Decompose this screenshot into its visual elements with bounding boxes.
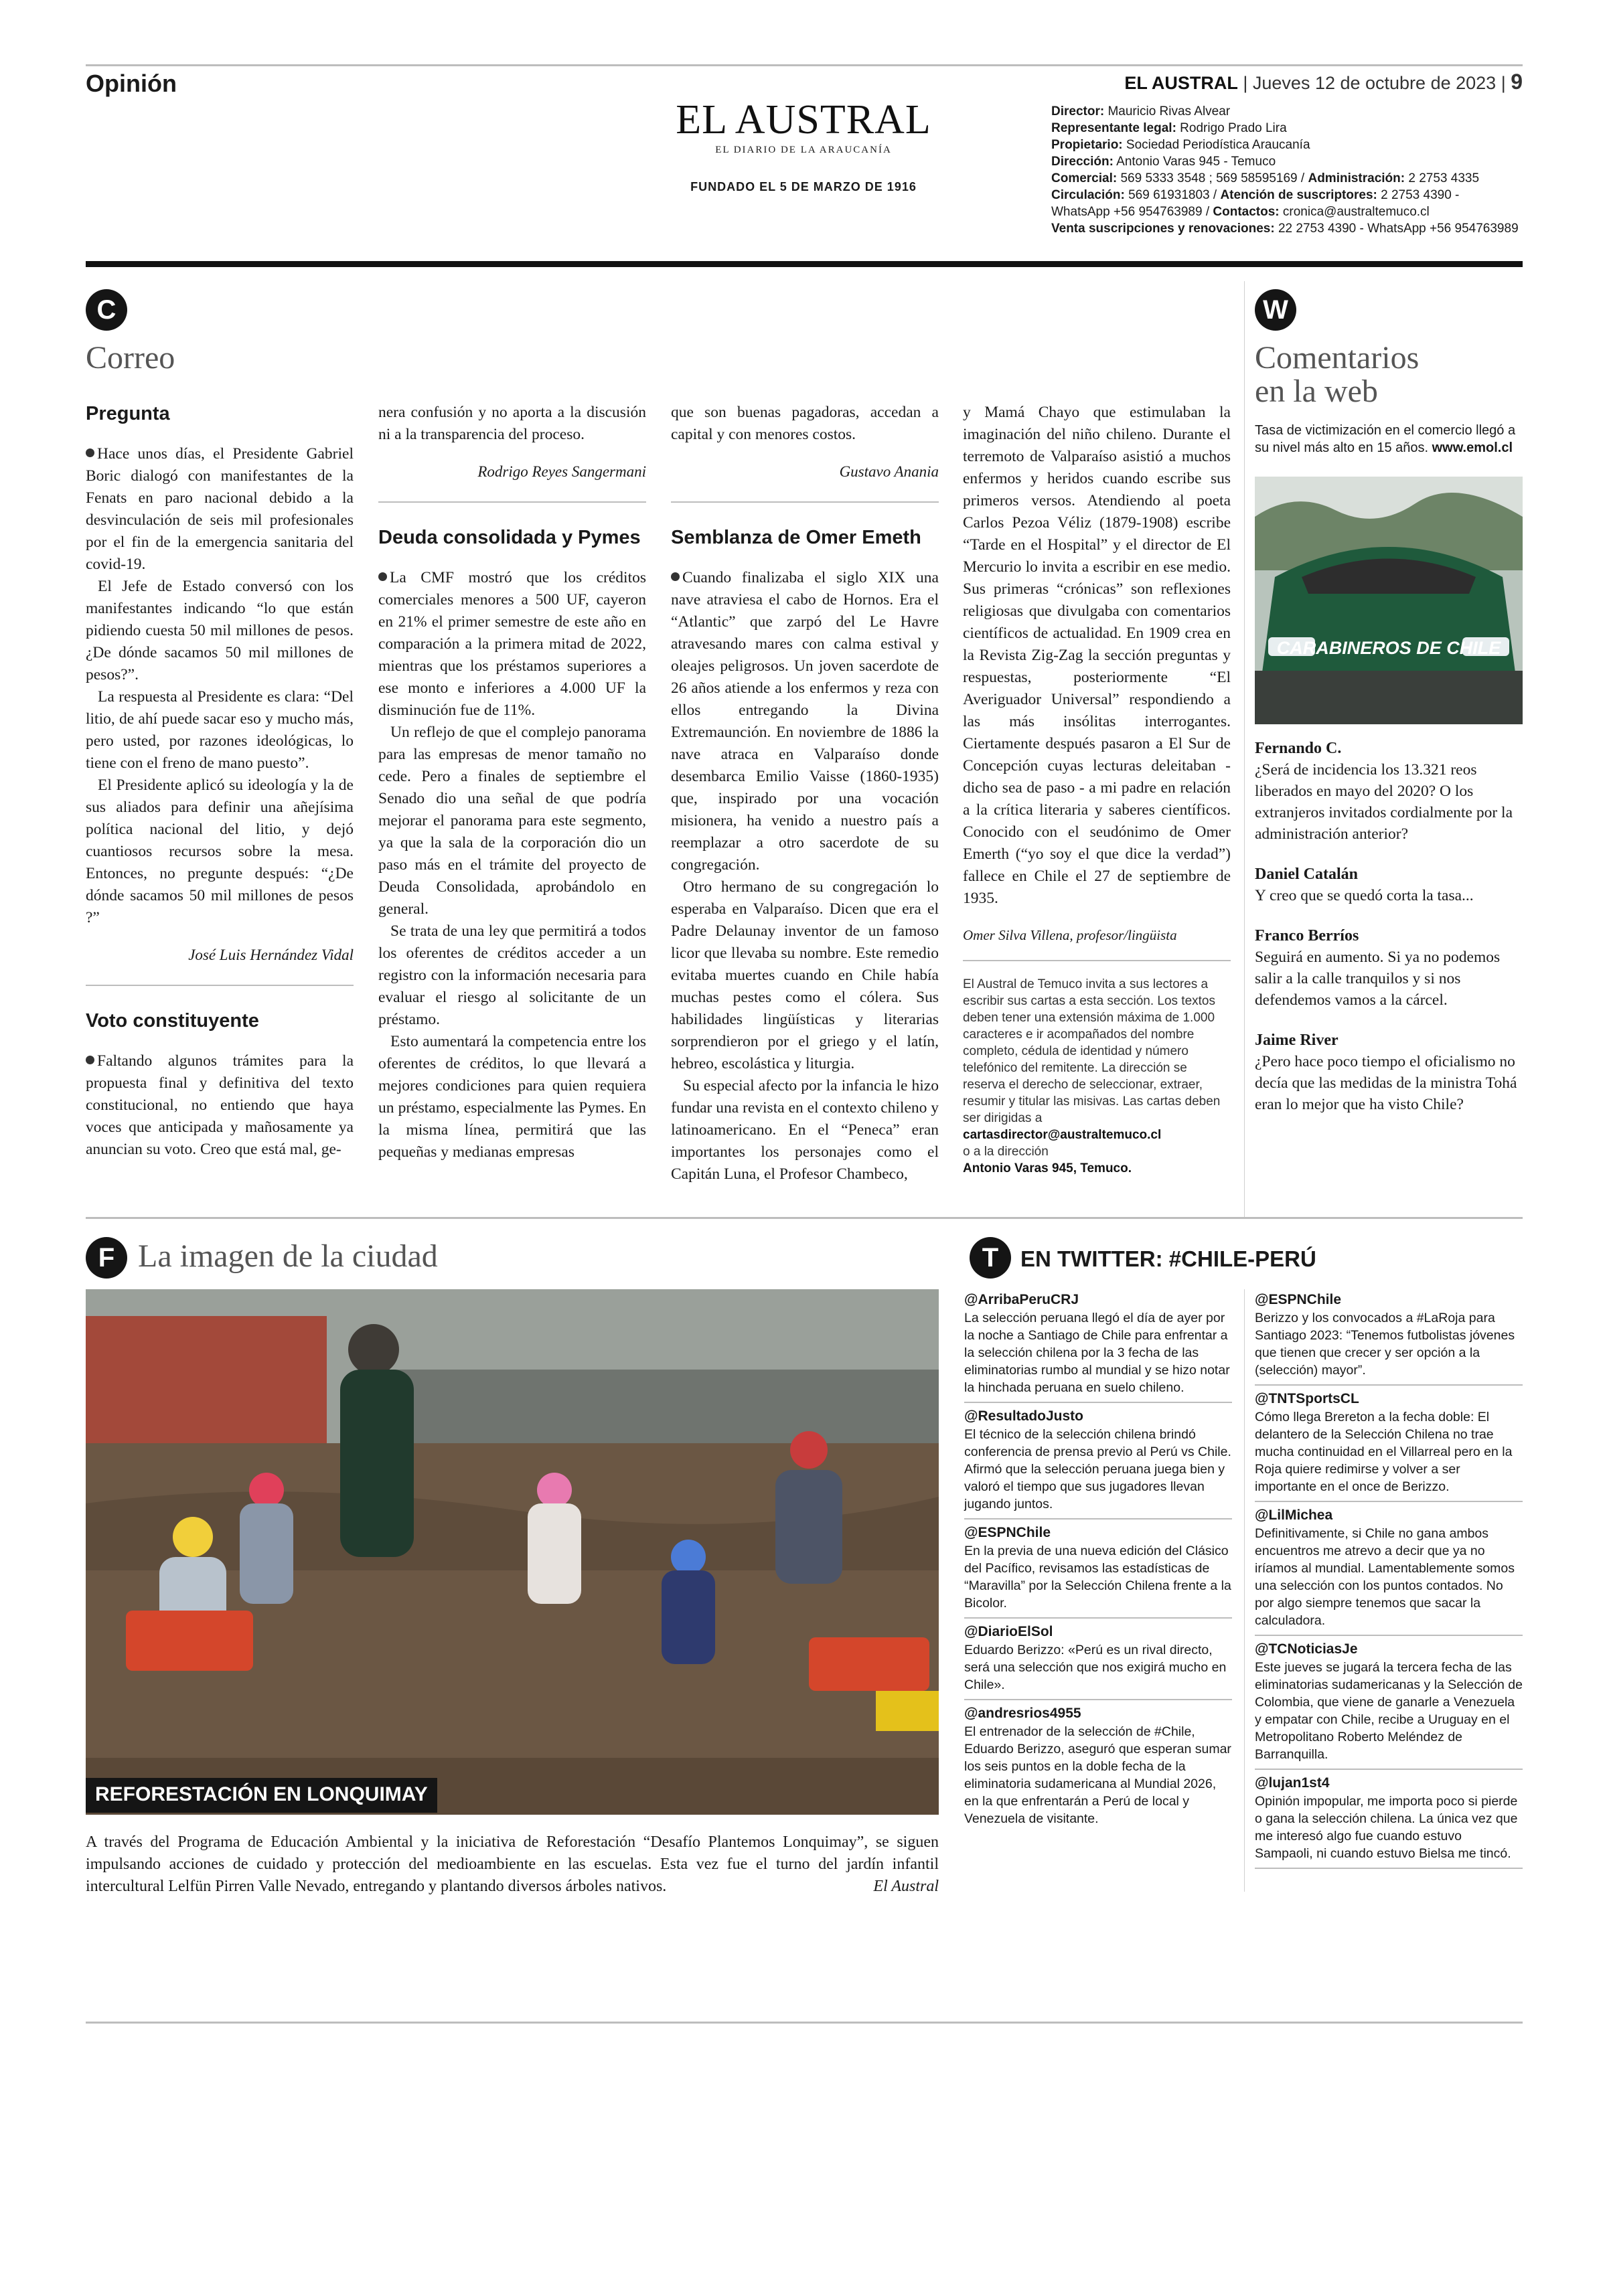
letter-paragraph: Esto aumentará la competencia entre los oferentes de créditos, lo que llevará a mejores condiciones para quien requiera un préstamo, especialmente las Pymes. En la misma línea, permitirá que las pequeñas y medianas empresas bbox=[378, 1033, 646, 1161]
bottom-rule bbox=[86, 2022, 1523, 2024]
staff-line: Propietario: Sociedad Periodística Araucanía bbox=[1051, 138, 1310, 152]
tweet-handle[interactable]: @TNTSportsCL bbox=[1255, 1391, 1359, 1406]
correo-column-1 bbox=[86, 402, 354, 1161]
letter-paragraph: El Jefe de Estado conversó con los manifestantes indicando “lo que están pidiendo cuesta 50 mil millones de pesos. ¿De dónde sacamos 50 mil millones de pesos?”. bbox=[86, 578, 354, 683]
letter-paragraph: y Mamá Chayo que estimulaban la imaginación del niño chileno. Durante el terremoto de Valparaíso asistió a muchos enfermos y heridos cuando escribe sus primeros versos. Atendiendo al poeta Carlos Pezoa Véliz (1879-1908) escribe “Tarde en el Hospital” y el director de El Mercurio lo invita a escribir en ese medio. Sus primeras “crónicas” son reflexiones religiosas que divulgaba con comentarios científicos de actualidad. En 1909 crea en la Revista Zig-Zag la sección preguntas y respuestas, posteriormente “El Averiguador Universal” respondiendo a las más insólitas interrogantes. Ciertamente después pasaron a El Sur de Concepción cuyas lecturas deleitaban -dicho sea de paso - a mi padre en relación a la crítica literaria y saberes científicos. Conocido con el seudónimo de Omer Emerth (“yo soy el que dice la verdad”) fallece en Chile el 27 de septiembre de 1935. bbox=[963, 404, 1231, 907]
tweet-handle[interactable]: @DiarioElSol bbox=[964, 1624, 1053, 1639]
correo-column-2 bbox=[378, 402, 646, 1163]
letter-paragraph: Se trata de una ley que permitirá a todos los oferentes de créditos acceder a un registro con la información necesaria para evaluar el riesgo al solicitante de un préstamo. bbox=[378, 922, 646, 1028]
web-title bbox=[1255, 341, 1523, 408]
letter-signature: Omer Silva Villena, profesor/lingüista bbox=[963, 927, 1177, 943]
bullet-dot bbox=[86, 448, 94, 457]
web-comments bbox=[1255, 738, 1523, 1134]
tweet-text: El técnico de la selección chilena brindó conferencia de prensa previo al Perú vs Chile. Afirmó que la selección peruana juega bien y valoró el tiempo que sus jugadores llevan jugando juntos. bbox=[964, 1426, 1232, 1520]
comment-author: Fernando C. bbox=[1255, 740, 1342, 757]
letter-paragraph: que son buenas pagadoras, accedan a capital y con menores costos. bbox=[671, 404, 939, 443]
comment-author: Daniel Catalán bbox=[1255, 866, 1359, 883]
notice-email[interactable]: cartasdirector@australtemuco.cl bbox=[963, 1128, 1162, 1142]
police-car-photo bbox=[1255, 477, 1523, 724]
letter-paragraph: Su especial afecto por la infancia le hizo fundar una revista en el contexto chileno y latinoamericano. En el “Peneca” eran importantes los personajes como el Capitán Luna, el Profesor Chambeco, bbox=[671, 1077, 939, 1183]
header-thick-rule bbox=[86, 261, 1523, 267]
letter-title-semblanza: Semblanza de Omer Emeth bbox=[671, 527, 921, 548]
reforestation-illustration bbox=[86, 1289, 939, 1815]
city-badge: F bbox=[86, 1237, 127, 1279]
tweet-text: Eduardo Berizzo: «Perú es un rival directo, será una selección que nos exigirá mucho en Chile». bbox=[964, 1641, 1232, 1700]
masthead bbox=[670, 99, 937, 194]
tweet-handle[interactable]: @ESPNChile bbox=[1255, 1292, 1342, 1307]
staff-line: Dirección: Antonio Varas 945 - Temuco bbox=[1051, 155, 1276, 169]
letter-paragraph: nera confusión y no aporta a la discusión ni a la transparencia del proceso. bbox=[378, 404, 646, 443]
city-title: La imagen de la ciudad bbox=[138, 1238, 438, 1274]
tweet-handle[interactable]: @andresrios4955 bbox=[964, 1706, 1081, 1721]
comment-text: ¿Será de incidencia los 13.321 reos liberados en mayo del 2020? O los extranjeros invitados cordialmente por la administración anterior? bbox=[1255, 761, 1513, 843]
masthead-tagline: EL DIARIO DE LA ARAUCANÍA bbox=[715, 145, 892, 155]
column-divider bbox=[1244, 281, 1245, 1218]
date-text: Jueves 12 de octubre de 2023 bbox=[1252, 73, 1497, 93]
notice-text: El Austral de Temuco invita a sus lectores a escribir sus cartas a esta sección. Los textos deben tener una extensión máxima de 1.000 caracteres e ir acompañados del nombre completo, cédula de identidad y número telefónico del remitente. La dirección se reserva el derecho de seleccionar, extraer, resumir y titular las misivas. Las cartas deben ser dirigidas a bbox=[963, 977, 1221, 1125]
letter-title-pregunta: Pregunta bbox=[86, 403, 170, 424]
tweet-handle[interactable]: @LilMichea bbox=[1255, 1507, 1333, 1523]
page-number: 9 bbox=[1511, 70, 1523, 94]
date-line: EL AUSTRAL | Jueves 12 de octubre de 2023 | 9 bbox=[1124, 70, 1523, 94]
letter-separator bbox=[963, 960, 1231, 961]
letter-separator bbox=[378, 501, 646, 503]
letters-notice bbox=[963, 976, 1231, 1177]
letter-title-deuda: Deuda consolidada y Pymes bbox=[378, 527, 641, 548]
letter-separator bbox=[671, 501, 939, 503]
comment-text: Y creo que se quedó corta la tasa... bbox=[1255, 887, 1474, 904]
tweet-text: En la previa de una nueva edición del Clásico del Pacífico, revisamos las estadísticas de “Maravilla” por la Selección Chilena frente a la Bicolor. bbox=[964, 1542, 1232, 1619]
letter-paragraph: Un reflejo de que el complejo panorama para las empresas de menor tamaño no cede. Pero a finales de septiembre el Senado dio una señal de que podría mejorar el panorama para este segmento, ya que la sala de la corporación dio un paso más en el trámite del proyecto de Deuda Consolidada, aprobándolo en general. bbox=[378, 724, 646, 918]
middle-rule bbox=[86, 1217, 1523, 1219]
city-text-block bbox=[86, 1831, 939, 1898]
staff-line: Director: Mauricio Rivas Alvear bbox=[1051, 104, 1231, 118]
tweets-column-1 bbox=[964, 1287, 1232, 1833]
letter-signature: José Luis Hernández Vidal bbox=[188, 947, 354, 963]
twitter-badge: T bbox=[970, 1237, 1011, 1279]
web-title-line: Comentarios bbox=[1255, 340, 1420, 376]
tweet-handle[interactable]: @ResultadoJusto bbox=[964, 1408, 1083, 1424]
web-title-line: en la web bbox=[1255, 374, 1378, 409]
letter-paragraph: Faltando algunos trámites para la propuesta final y definitiva del texto constitucional, no entiendo que haya voces que anticipada y mañosamente ya anuncian su voto. Creo que está mal, ge- bbox=[86, 1052, 354, 1158]
section-name: Opinión bbox=[86, 70, 177, 97]
comment-author: Franco Berríos bbox=[1255, 927, 1359, 945]
masthead-founded: FUNDADO EL 5 DE MARZO DE 1916 bbox=[690, 180, 917, 193]
photo-car-text: CARABINEROS DE CHILE bbox=[1276, 638, 1501, 658]
staff-line: Comercial: 569 5333 3548 ; 569 58595169 / Administración: 2 2753 4335 bbox=[1051, 171, 1480, 185]
twitter-column-divider bbox=[1244, 1289, 1245, 1892]
web-lead-url[interactable]: www.emol.cl bbox=[1432, 440, 1513, 455]
notice-address: Antonio Varas 945, Temuco. bbox=[963, 1161, 1132, 1175]
city-text: A través del Programa de Educación Ambiental y la iniciativa de Reforestación “Desafío Plantemos Lonquimay”, se siguen impulsando acciones de cuidado y protección del medioambiente en las escuelas. Esta vez fue el turno del jardín infantil intercultural Lelfün Pirren Valle Nevado, entregando y plantando diversos árboles nativos. bbox=[86, 1833, 939, 1895]
notice-or: o a la dirección bbox=[963, 1145, 1049, 1159]
tweet-handle[interactable]: @ESPNChile bbox=[964, 1525, 1051, 1540]
letter-paragraph: Otro hermano de su congregación lo esperaba en Valparaíso. Dicen que era el Padre Delaunay inventor de un famoso licor que llevaba su nombre. Este remedio evitaba muertes cuando en Chile había muchas pestes como el cólera. Sus habilidades lingüísticas y literarias sorprendieron por el griego y el latín, hebreo, escolástica y liturgia. bbox=[671, 878, 939, 1072]
correo-badge: C bbox=[86, 289, 127, 331]
tweet-text: La selección peruana llegó el día de ayer por la noche a Santiago de Chile para enfrentar a la selección chilena por la 3 fecha de las eliminatorias rumbo al mundial y se hizo notar la hinchada peruana en suelo chileno. bbox=[964, 1309, 1232, 1403]
masthead-name: EL AUSTRAL bbox=[676, 97, 931, 143]
comment-text: Seguirá en aumento. Si ya no podemos salir a la calle tranquilos y si nos defendemos vamos a la cárcel. bbox=[1255, 949, 1501, 1009]
top-rule bbox=[86, 64, 1523, 66]
reforestation-photo bbox=[86, 1289, 939, 1815]
web-lead bbox=[1255, 422, 1523, 457]
comment-text: ¿Pero hace poco tiempo el oficialismo no decía que las medidas de la ministra Tohá eran lo mejor que ha visto Chile? bbox=[1255, 1053, 1517, 1113]
staff-line: Circulación: 569 61931803 / Atención de suscriptores: 2 2753 4390 - bbox=[1051, 188, 1460, 202]
web-lead-text: Tasa de victimización en el comercio llegó a su nivel más alto en 15 años. bbox=[1255, 423, 1516, 455]
twitter-title: EN TWITTER: #CHILE-PERÚ bbox=[1020, 1246, 1316, 1271]
staff-line: Representante legal: Rodrigo Prado Lira bbox=[1051, 121, 1287, 135]
letter-paragraph: El Presidente aplicó su ideología y la de sus aliados para definir una añejísima política nacional del litio, y dejó cuantiosos recursos sobre la mesa. Entonces, no pregunte después: “¿De dónde sacamos 50 mil millones de pesos ?” bbox=[86, 776, 354, 926]
photo-caption: REFORESTACIÓN EN LONQUIMAY bbox=[86, 1778, 437, 1813]
correo-title: Correo bbox=[86, 340, 175, 376]
tweet-text: Berizzo y los convocados a #LaRoja para Santiago 2023: “Tenemos futbolistas jóvenes que tienen que crecer y ser opción a la (selección) mayor”. bbox=[1255, 1309, 1523, 1386]
letter-separator bbox=[86, 985, 354, 986]
letter-paragraph: Cuando finalizaba el siglo XIX una nave atraviesa el cabo de Hornos. Era el “Atlantic” que zarpó del Le Havre atravesando mares con calma estival y oleajes peligrosos. Un joven sacerdote de 26 años atiende a los enfermos y reza con ellos entregando la Divina Extremaunción. En noviembre de 1886 la nave atraca en Valparaíso donde desembarca Emilio Vaisse (1860-1935) que, inspirado por una vocación misionera, ha venido a nuestro país a reemplazar a otro sacerdote de su congregación. bbox=[671, 569, 939, 874]
tweet-handle[interactable]: @lujan1st4 bbox=[1255, 1775, 1330, 1791]
comment-author: Jaime River bbox=[1255, 1032, 1338, 1049]
correo-column-4 bbox=[963, 402, 1231, 1177]
staff-box bbox=[1051, 103, 1533, 237]
letter-title-voto: Voto constituyente bbox=[86, 1010, 259, 1032]
correo-column-3 bbox=[671, 402, 939, 1185]
city-credit: El Austral bbox=[873, 1878, 939, 1895]
bullet-dot bbox=[671, 572, 680, 581]
tweet-text: Opinión impopular, me importa poco si pierde o gana la selección chilena. La única vez que me interesó algo fue cuando estuvo Sampaoli, ni cuando estuvo Bielsa me tincó. bbox=[1255, 1793, 1523, 1869]
letter-signature: Gustavo Anania bbox=[839, 463, 939, 480]
tweets-column-2 bbox=[1255, 1287, 1523, 1869]
letter-paragraph: La respuesta al Presidente es clara: “Del litio, de ahí puede sacar eso y mucho más, pero usted, por razones ideológicas, lo tiene con el freno de mano puesto”. bbox=[86, 688, 354, 772]
letter-paragraph: La CMF mostró que los créditos comerciales menores a 500 UF, cayeron en 21% el primer semestre de este año en comparación a la primera mitad de 2022, mientras que los préstamos superiores a ese monto e inferiores a 4.000 UF la disminución fue de 11%. bbox=[378, 569, 646, 719]
police-car-illustration bbox=[1255, 477, 1523, 724]
date-line-paper: EL AUSTRAL bbox=[1124, 73, 1238, 93]
tweet-text: Definitivamente, si Chile no gana ambos encuentros me atrevo a decir que ya no iríamos al mundial. Lamentablemente somos una selección con los puntos contados. No por algo siempre tenemos que sacar la calculadora. bbox=[1255, 1525, 1523, 1636]
tweet-handle[interactable]: @TCNoticiasJe bbox=[1255, 1641, 1358, 1657]
letter-signature: Rodrigo Reyes Sangermani bbox=[477, 463, 646, 480]
tweet-text: Este jueves se jugará la tercera fecha de las eliminatorias sudamericanas y la Selección de Colombia, que viene de ganarle a Venezuela y empatar con Chile, recibe a Uruguay en el Metropolitano Roberto Meléndez de Barranquilla. bbox=[1255, 1659, 1523, 1770]
bullet-dot bbox=[86, 1056, 94, 1064]
letter-paragraph: Hace unos días, el Presidente Gabriel Boric dialogó con manifestantes de la Fenats en paro nacional debido a la desvinculación de seis mil profesionales por el fin de la emergencia sanitaria del covid-19. bbox=[86, 445, 354, 573]
staff-line: Venta suscripciones y renovaciones: 22 2753 4390 - WhatsApp +56 954763989 bbox=[1051, 222, 1519, 236]
tweet-text: El entrenador de la selección de #Chile, Eduardo Berizzo, aseguró que esperan sumar los seis puntos en la doble fecha de la eliminatoria sudamericana al Mundial 2026, en la que enfrentarán a Perú de local y Venezuela de visitante. bbox=[964, 1724, 1231, 1826]
tweet-text: Cómo llega Brereton a la fecha doble: El delantero de la Selección Chilena no trae mucha continuidad en el Villarreal pero en la Roja quiere redimirse y volver a ser importante en el once de Berizzo. bbox=[1255, 1408, 1523, 1502]
web-badge: W bbox=[1255, 289, 1296, 331]
bullet-dot bbox=[378, 572, 387, 581]
tweet-handle[interactable]: @ArribaPeruCRJ bbox=[964, 1292, 1079, 1307]
staff-line: WhatsApp +56 954763989 / Contactos: cronica@australtemuco.cl bbox=[1051, 205, 1430, 219]
